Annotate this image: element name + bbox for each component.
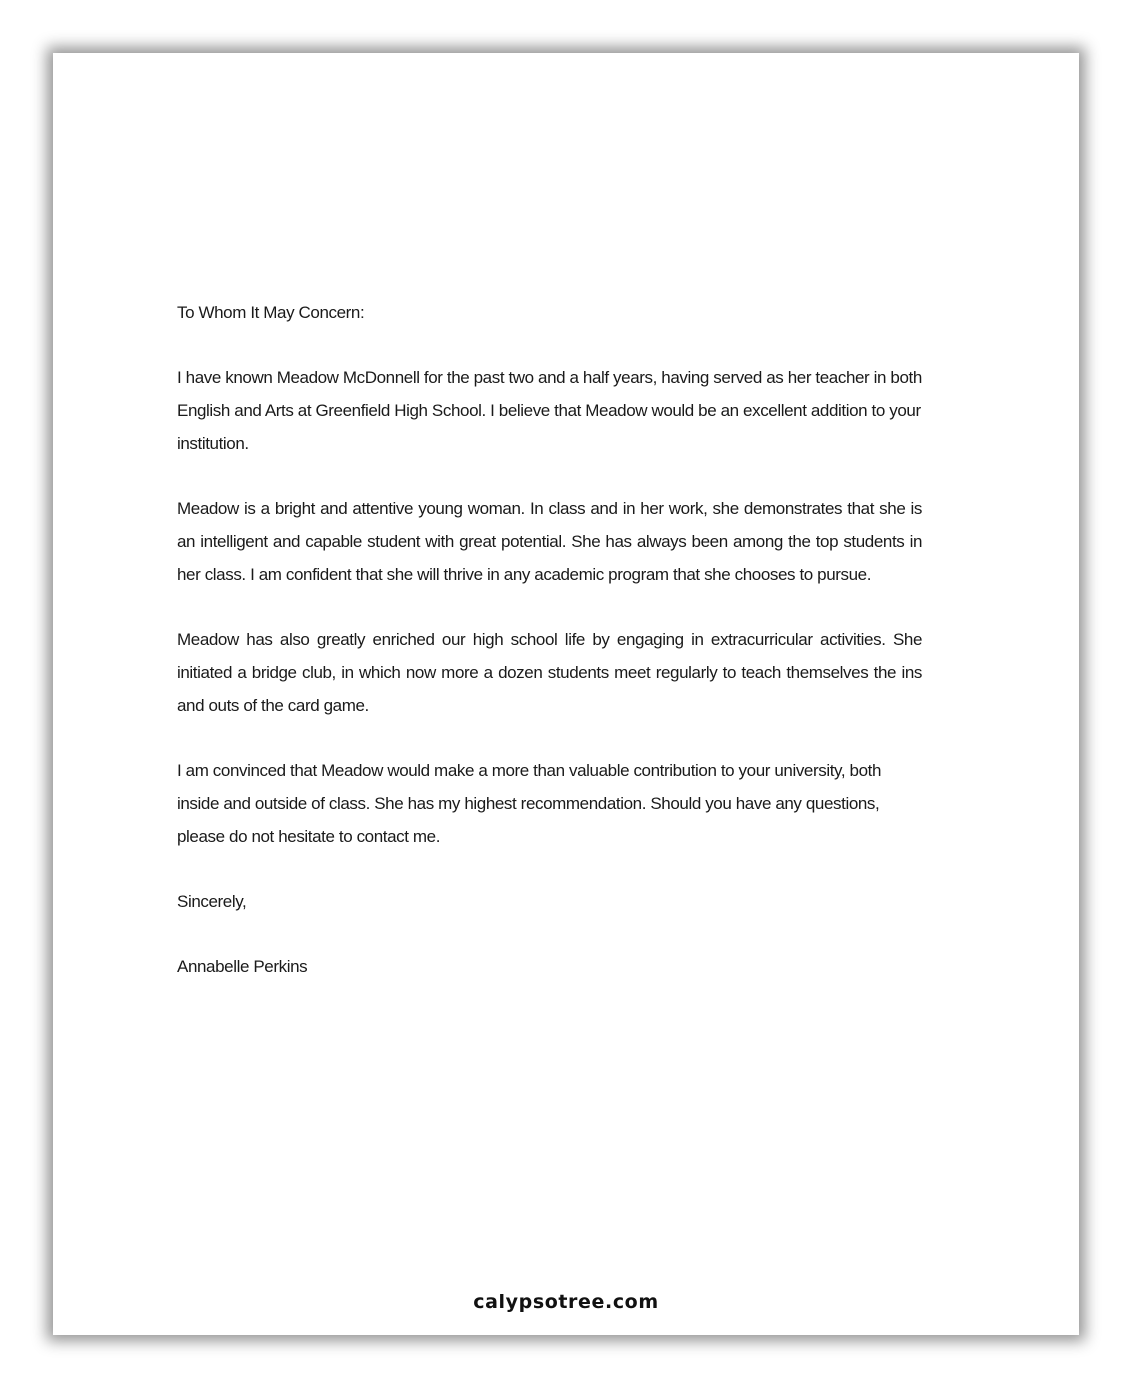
site-watermark: calypsotree.com (473, 1291, 659, 1313)
paragraph-character: Meadow is a bright and attentive young woman. In class and in her work, she demonstrates that she is an intelligent and capable student with great potential. She has always been among the top students in her class. I am confident that she will thrive in any academic program that she chooses to pursue. (177, 499, 922, 584)
paragraph-activities: Meadow has also greatly enriched our high school life by engaging in extracurricular activities. She initiated a bridge club, in which now more a dozen students meet regularly to teach themselves the ins and outs of the card game. (177, 630, 922, 715)
letter-page (53, 53, 1079, 1335)
letter-body (177, 296, 922, 1015)
signature-name: Annabelle Perkins (177, 957, 308, 976)
paragraph-recommendation: I am convinced that Meadow would make a more than valuable contribution to your university, both inside and outside of class. She has my highest recommendation. Should you have any questions, please do not hesitate to contact me. (177, 761, 882, 846)
closing: Sincerely, (177, 892, 247, 911)
paragraph-introduction: I have known Meadow McDonnell for the past two and a half years, having served as her teacher in both English and Arts at Greenfield High School. I believe that Meadow would be an excellent addition to your institution. (177, 368, 922, 453)
salutation: To Whom It May Concern: (177, 303, 365, 322)
